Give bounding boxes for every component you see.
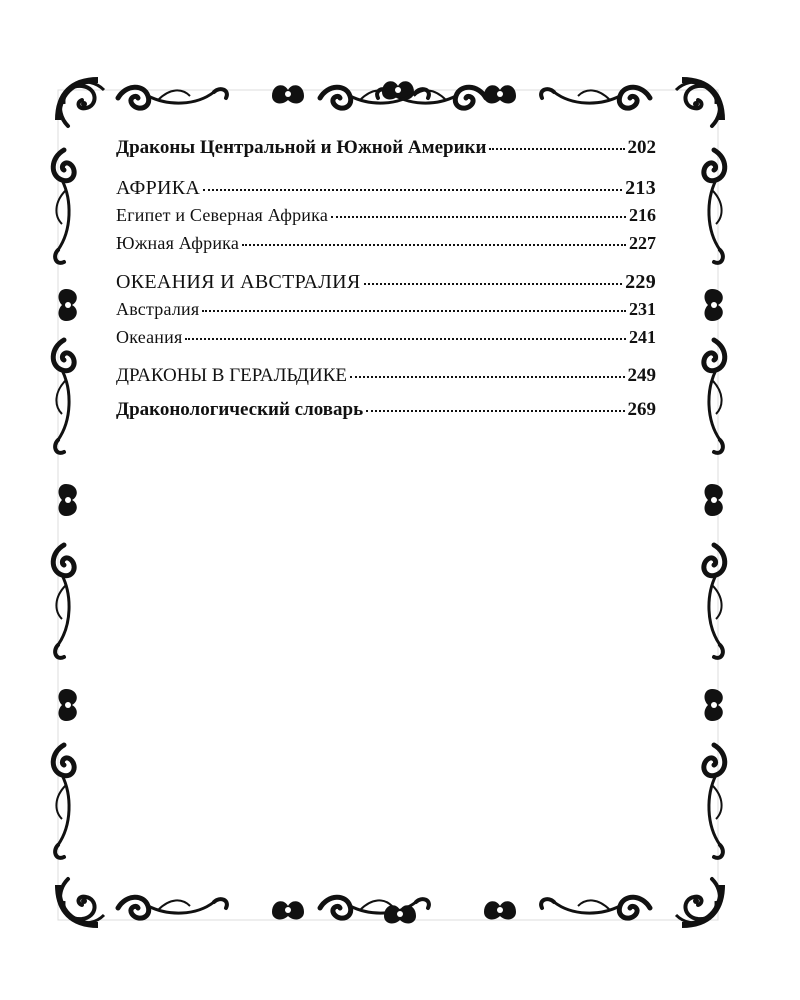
dot-leader xyxy=(185,338,626,340)
toc-section-entry[interactable] xyxy=(116,272,656,300)
toc-entry[interactable] xyxy=(116,300,656,328)
toc-entry-title: АФРИКА xyxy=(116,177,201,199)
toc-entry[interactable] xyxy=(116,138,656,168)
toc-entry-page: 231 xyxy=(629,299,656,319)
toc-entry-title: ДРАКОНЫ В ГЕРАЛЬДИКЕ xyxy=(116,365,348,386)
toc-section-entry[interactable] xyxy=(116,178,656,206)
corner-ornament-bottom-left xyxy=(58,879,104,925)
toc-entry-page: 229 xyxy=(625,271,656,293)
toc-entry-title: Драконы Центральной и Южной Америки xyxy=(116,137,487,158)
dot-leader xyxy=(203,189,622,191)
dot-leader xyxy=(489,148,624,150)
toc-entry-page: 216 xyxy=(629,205,656,225)
toc-entry[interactable] xyxy=(116,234,656,262)
toc-entry-page: 227 xyxy=(629,233,656,253)
dot-leader xyxy=(242,244,626,246)
dot-leader xyxy=(366,410,624,412)
corner-ornament-bottom-right xyxy=(676,879,722,925)
toc-entry-title: Египет и Северная Африка xyxy=(116,205,329,225)
toc-entry[interactable] xyxy=(116,206,656,234)
toc-section-entry[interactable] xyxy=(116,366,656,394)
dot-leader xyxy=(202,310,626,312)
toc-entry-page: 213 xyxy=(625,177,656,199)
toc-entry-title: Драконологический словарь xyxy=(116,399,364,420)
dot-leader xyxy=(331,216,626,218)
corner-ornament-top-right xyxy=(676,80,722,126)
table-of-contents xyxy=(116,138,656,430)
toc-entry-title: Океания xyxy=(116,327,183,347)
toc-entry-page: 202 xyxy=(627,137,656,158)
toc-entry[interactable] xyxy=(116,328,656,356)
toc-entry-page: 241 xyxy=(629,327,656,347)
dot-leader xyxy=(350,376,624,378)
toc-entry-page: 269 xyxy=(627,399,656,420)
corner-ornament-top-left xyxy=(58,80,104,126)
toc-entry-title: Австралия xyxy=(116,299,200,319)
toc-entry-title: ОКЕАНИЯ И АВСТРАЛИЯ xyxy=(116,271,361,293)
toc-entry-page: 249 xyxy=(627,365,656,386)
dot-leader xyxy=(364,283,623,285)
toc-entry[interactable] xyxy=(116,400,656,430)
toc-entry-title: Южная Африка xyxy=(116,233,240,253)
